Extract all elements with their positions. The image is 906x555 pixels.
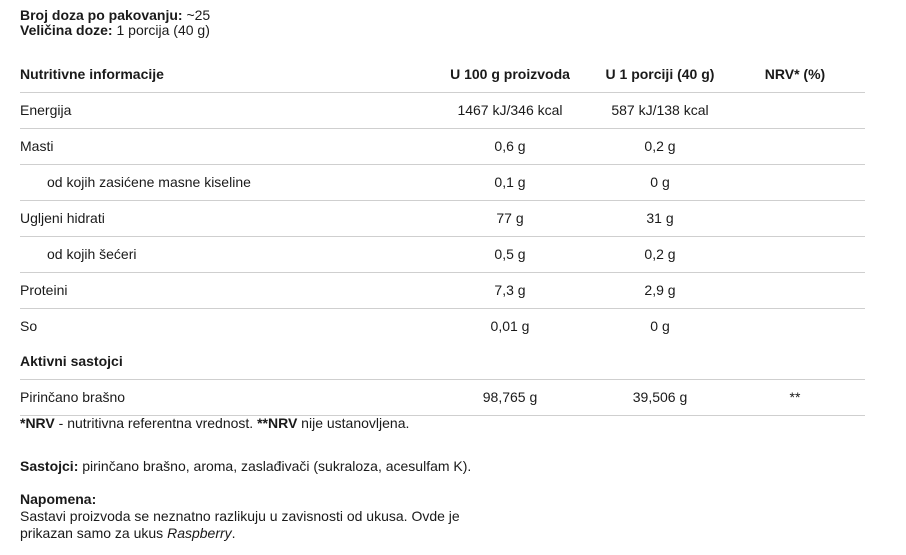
header-nrv: NRV* (%) — [764, 66, 826, 82]
row-per100: 7,3 g — [494, 282, 526, 298]
size-value: 1 porcija (40 g) — [112, 22, 210, 38]
active-ingredients-heading-row — [20, 344, 865, 380]
header-per-portion: U 1 porciji (40 g) — [605, 66, 715, 82]
row-per-portion: 2,9 g — [644, 282, 676, 298]
row-name: od kojih zasićene masne kiseline — [47, 174, 251, 190]
header-name: Nutritivne informacije — [20, 66, 164, 82]
row-name: So — [20, 318, 38, 334]
table-row — [20, 165, 865, 201]
table-row — [20, 201, 865, 237]
serving-info — [20, 8, 210, 38]
ingredients-text: pirinčano brašno, aroma, zaslađivači (sukraloza, acesulfam K). — [78, 458, 472, 474]
table-row — [20, 129, 865, 165]
table-row — [20, 93, 865, 129]
row-per-portion: 39,506 g — [632, 389, 688, 405]
size-label: Veličina doze: — [20, 22, 113, 38]
row-name: od kojih šećeri — [47, 246, 137, 262]
row-per-portion: 31 g — [646, 210, 674, 226]
row-nrv: ** — [789, 389, 801, 405]
doses-value: ~25 — [182, 7, 211, 23]
row-per100: 98,765 g — [482, 389, 538, 405]
row-name: Masti — [20, 138, 54, 154]
row-per100: 77 g — [496, 210, 524, 226]
row-per100: 0,01 g — [490, 318, 530, 334]
serving-size — [20, 23, 210, 38]
ingredients — [20, 458, 471, 474]
table-row — [20, 309, 865, 344]
row-per-portion: 587 kJ/138 kcal — [611, 102, 709, 118]
row-name: Proteini — [20, 282, 68, 298]
note-text: Sastavi proizvoda se neznatno razlikuju u zavisnosti od ukusa. Ovde je prikazan samo za ukus — [20, 508, 460, 541]
table-row — [20, 237, 865, 273]
note-label: Napomena: — [20, 491, 97, 507]
doses-label: Broj doza po pakovanju: — [20, 7, 183, 23]
ingredients-label: Sastojci: — [20, 458, 79, 474]
table-row — [20, 273, 865, 309]
nrv2-footnote-text: nije ustanovljena. — [297, 415, 410, 431]
row-name: Energija — [20, 102, 72, 118]
doses-per-pack — [20, 8, 210, 23]
nrv-footnote — [20, 415, 409, 431]
row-per-portion: 0,2 g — [644, 246, 676, 262]
row-per100: 0,6 g — [494, 138, 526, 154]
note — [20, 491, 510, 542]
nrv-footnote-bold: *NRV — [20, 415, 55, 431]
note-end: . — [231, 525, 236, 541]
row-per-portion: 0 g — [650, 174, 670, 190]
row-per100: 1467 kJ/346 kcal — [457, 102, 563, 118]
active-ingredients-heading: Aktivni sastojci — [20, 353, 123, 369]
row-name: Ugljeni hidrati — [20, 210, 105, 226]
row-name: Pirinčano brašno — [20, 389, 126, 405]
table-header-row — [20, 57, 865, 93]
note-flavor: Raspberry — [167, 525, 232, 541]
header-per100: U 100 g proizvoda — [450, 66, 570, 82]
nutrition-table — [20, 57, 865, 416]
table-row — [20, 380, 865, 416]
nrv-footnote-text: - nutritivna referentna vrednost. — [54, 415, 258, 431]
row-per100: 0,1 g — [494, 174, 526, 190]
row-per-portion: 0 g — [650, 318, 670, 334]
row-per-portion: 0,2 g — [644, 138, 676, 154]
row-per100: 0,5 g — [494, 246, 526, 262]
nrv2-footnote-bold: **NRV — [257, 415, 298, 431]
